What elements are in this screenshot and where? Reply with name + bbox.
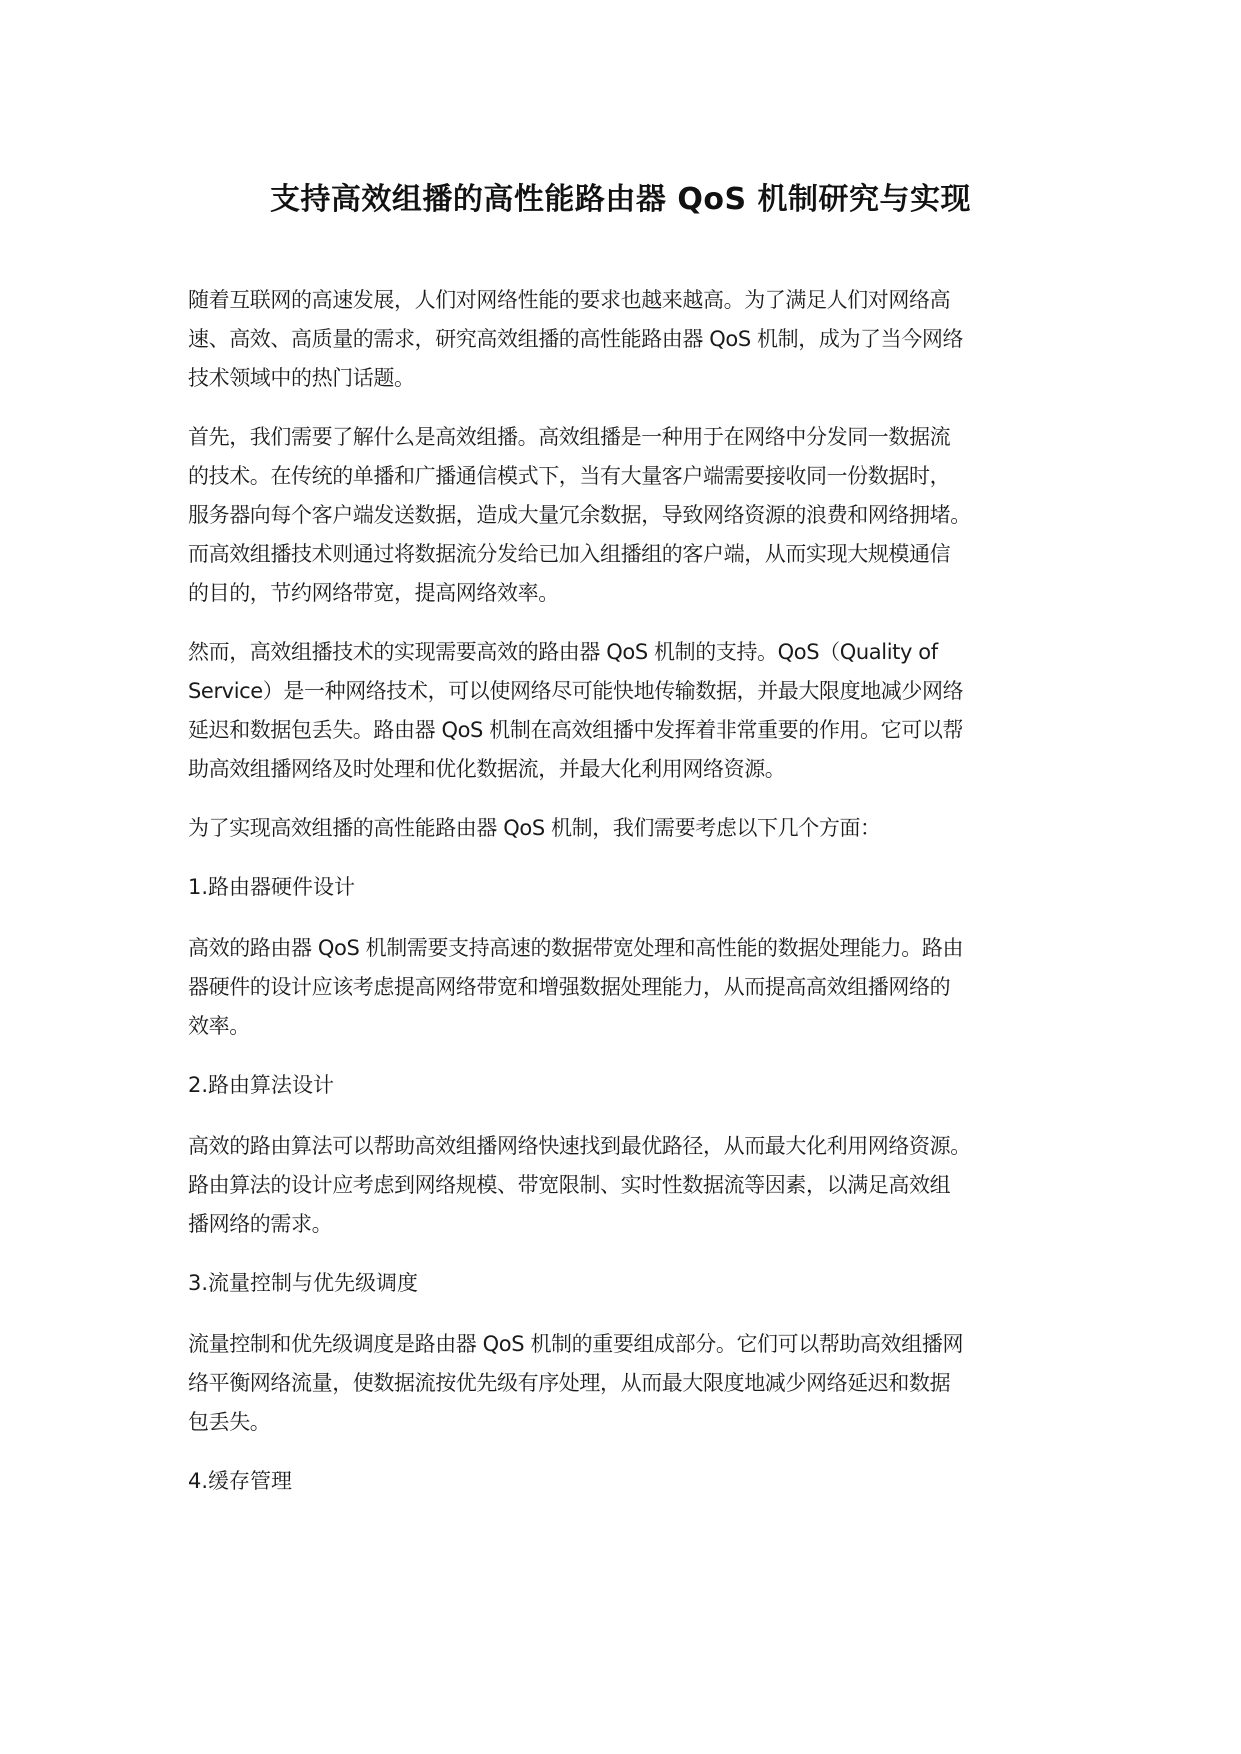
qos-paragraph: 然而，高效组播技术的实现需要高效的路由器 QoS 机制的支持。QoS（Quality of Service）是一种网络技术，可以使网络尽可能快地传输数据，并最大限度地减少网络 延迟和数据包丢失。路由器 QoS 机制在高效组播中发挥着非常重要的作用。它可以帮 助高效组播网络及时处理和优化数据流，并最大化利用网络资源。 — [188, 640, 964, 781]
section-heading-traffic-control: 3.流量控制与优先级调度 — [188, 1271, 419, 1295]
document-title: 支持高效组播的高性能路由器 QoS 机制研究与实现 — [269, 182, 972, 217]
section-heading-routing-algorithm: 2.路由算法设计 — [188, 1073, 335, 1097]
document-body — [188, 281, 1068, 1523]
multicast-definition-paragraph: 首先，我们需要了解什么是高效组播。高效组播是一种用于在网络中分发同一数据流 的技术。在传统的单播和广播通信模式下，当有大量客户端需要接收同一份数据时， 服务器向每个客户端发送数据，造成大量冗余数据，导致网络资源的浪费和网络拥堵。 而高效组播技术则通过将数据流分发给已加入组播组的客户端，从而实现大规模通信 的目的，节约网络带宽，提高网络效率。 — [188, 425, 971, 605]
intro-paragraph: 随着互联网的高速发展，人们对网络性能的要求也越来越高。为了满足人们对网络高 速、高效、高质量的需求，研究高效组播的高性能路由器 QoS 机制，成为了当今网络 技术领域中的热门话题。 — [188, 288, 964, 390]
aspects-intro-paragraph: 为了实现高效组播的高性能路由器 QoS 机制，我们需要考虑以下几个方面： — [188, 816, 881, 840]
section-text-routing-algorithm: 高效的路由算法可以帮助高效组播网络快速找到最优路径，从而最大化利用网络资源。 路由算法的设计应考虑到网络规模、带宽限制、实时性数据流等因素，以满足高效组 播网络的需求。 — [188, 1134, 971, 1236]
section-heading-hardware: 1.路由器硬件设计 — [188, 875, 356, 899]
section-text-traffic-control: 流量控制和优先级调度是路由器 QoS 机制的重要组成部分。它们可以帮助高效组播网 络平衡网络流量，使数据流按优先级有序处理，从而最大限度地减少网络延迟和数据 包丢失。 — [188, 1332, 964, 1434]
section-heading-cache-management: 4.缓存管理 — [188, 1469, 293, 1493]
section-text-hardware: 高效的路由器 QoS 机制需要支持高速的数据带宽处理和高性能的数据处理能力。路由 器硬件的设计应该考虑提高网络带宽和增强数据处理能力，从而提高高效组播网络的 效率。 — [188, 936, 964, 1038]
